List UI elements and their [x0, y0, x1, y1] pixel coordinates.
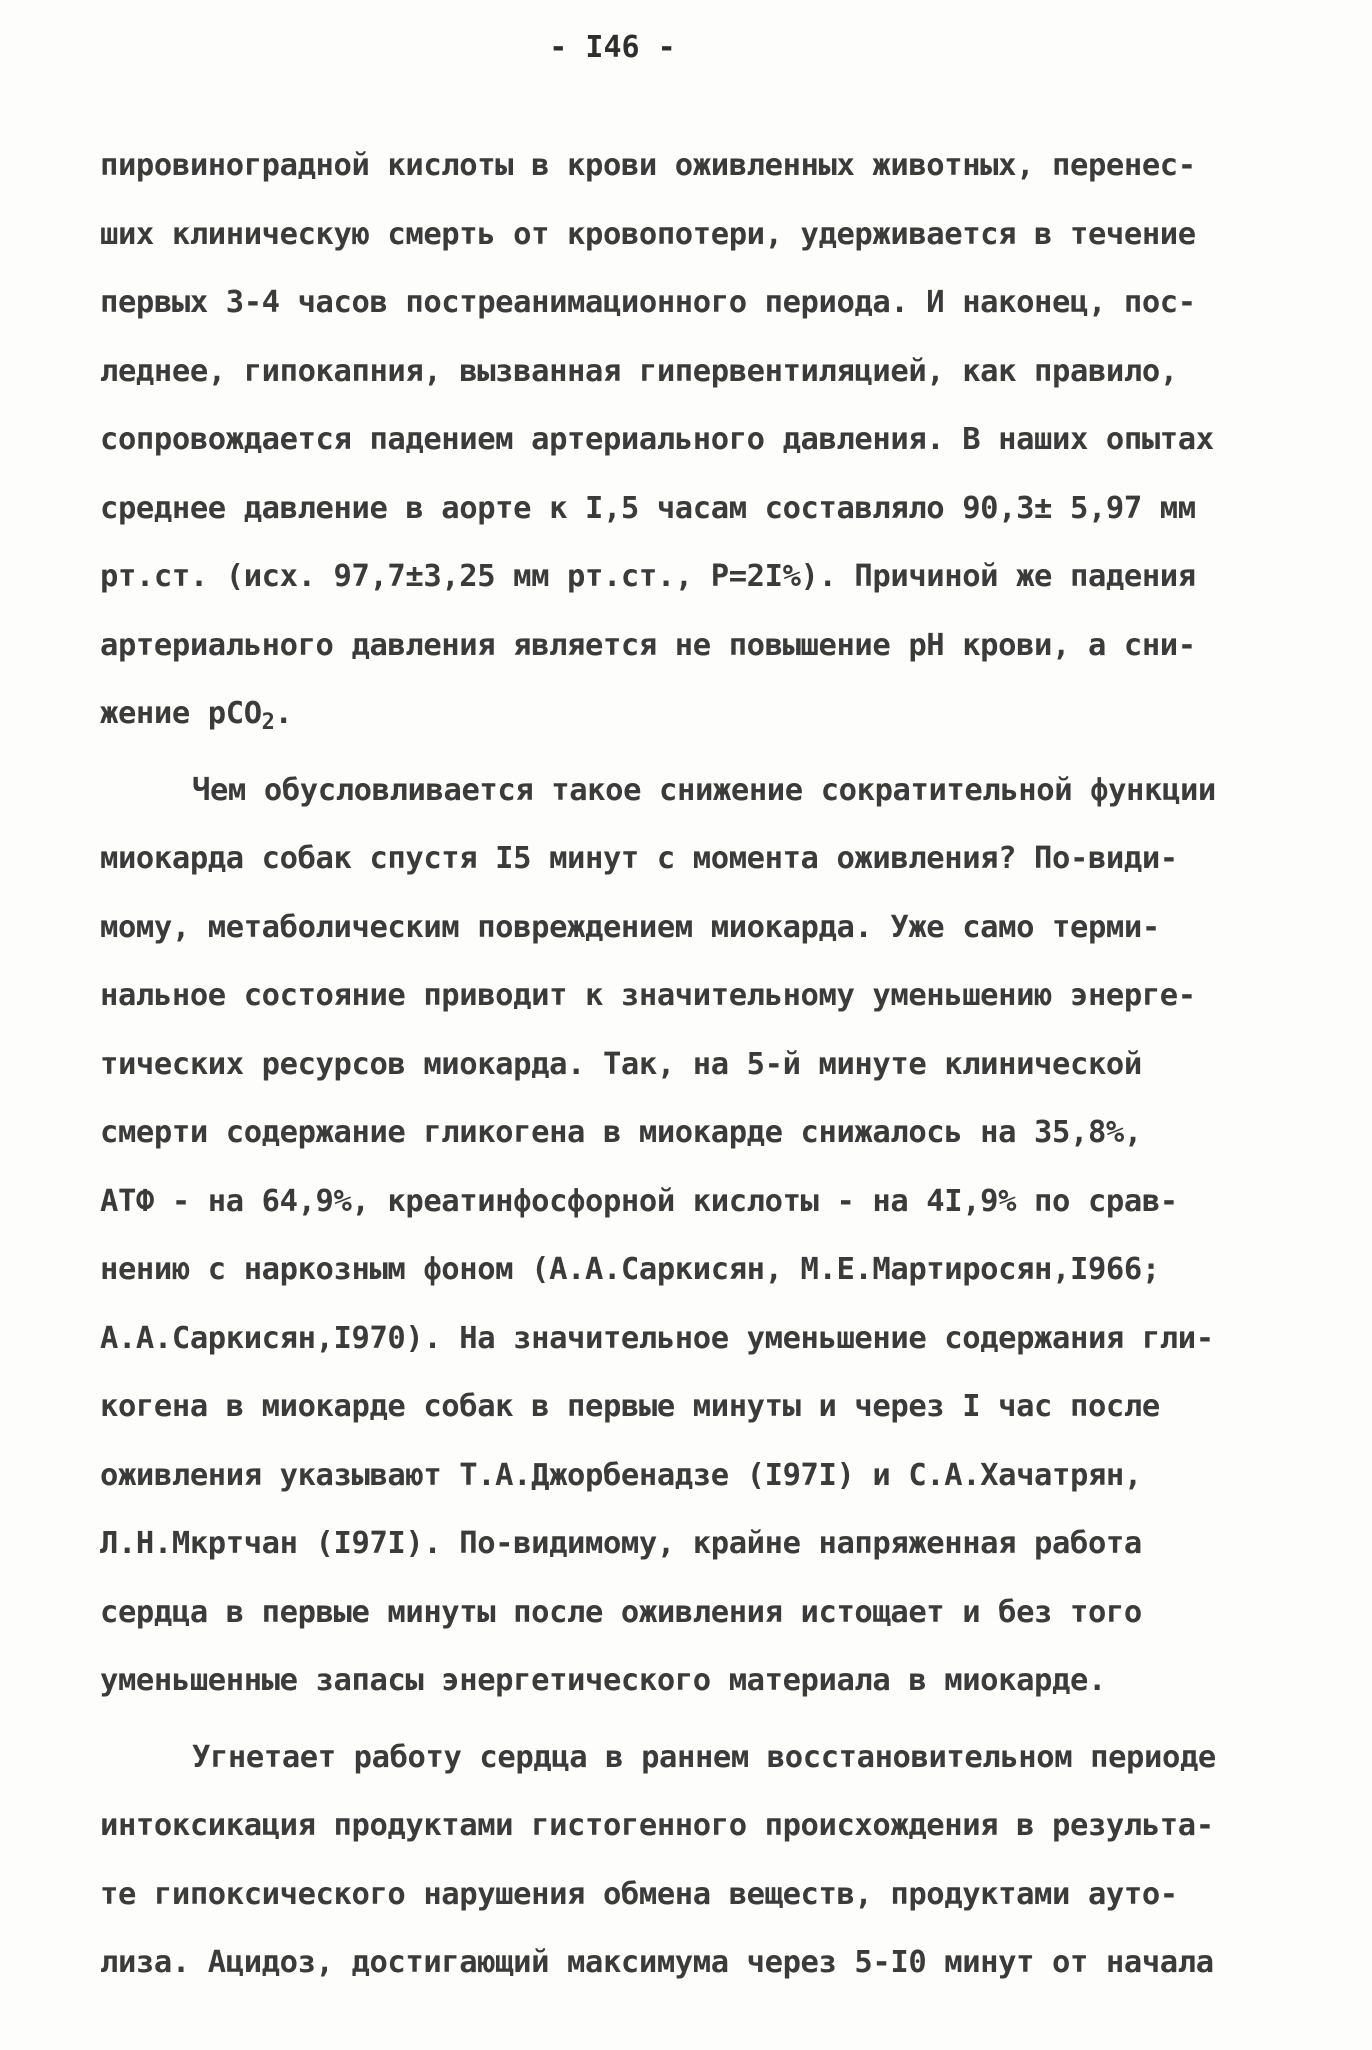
text-line: лиза. Ацидоз, достигающий максимума через 5-I0 минут от начала — [100, 1945, 1214, 1980]
text-line: тических ресурсов миокарда. Так, на 5-й минуте клинической — [100, 1046, 1142, 1082]
text-line: те гипоксического нарушения обмена веществ, продуктами ауто- — [100, 1876, 1178, 1912]
paragraph-3 — [100, 1730, 1280, 2004]
text-line: когена в миокарде собак в первые минуты и через I час после — [100, 1389, 1160, 1424]
text-line: Угнетает работу сердца в раннем восстановительном периоде — [192, 1739, 1216, 1775]
text-line: леднее, гипокапния, вызванная гипервентиляцией, как правило, — [100, 353, 1178, 389]
text-line: Л.Н.Мкртчан (I97I). По-видимому, крайне напряженная работа — [100, 1526, 1142, 1561]
text-line: среднее давление в аорте к I,5 часам составляло 90,3± 5,97 мм — [100, 490, 1196, 526]
text-line: первых 3-4 часов постреанимационного периода. И наконец, пос- — [100, 285, 1196, 320]
text-line: Чем обусловливается такое снижение сократительной функции — [192, 772, 1216, 808]
text-line: пировиноградной кислоты в крови оживленных животных, перенес- — [100, 148, 1196, 183]
text-line: артериального давления является не повышение pH крови, а сни- — [100, 627, 1196, 663]
text-line: АТФ - на 64,9%, креатинфосфорной кислоты - на 4I,9% по срав- — [100, 1183, 1178, 1219]
paragraph-1 — [100, 138, 1280, 755]
text-line: рт.ст. (исх. 97,7±3,25 мм рт.ст., P=2I%). Причиной же падения — [100, 559, 1196, 594]
text-line: мому, метаболическим повреждением миокарда. Уже само терми- — [100, 909, 1160, 945]
text-line: нению с наркозным фоном (А.А.Саркисян, М.Е.Мартиросян,I966; — [100, 1252, 1160, 1287]
text-line: оживления указывают Т.А.Джорбенадзе (I97I) и С.А.Хачатрян, — [100, 1457, 1142, 1493]
text-line: смерти содержание гликогена в миокарде снижалось на 35,8%, — [100, 1115, 1142, 1150]
text-line-last — [100, 686, 1280, 755]
text-line: ших клиническую смерть от кровопотери, удерживается в течение — [100, 216, 1196, 252]
paragraph-2 — [100, 763, 1280, 1722]
text-line: нальное состояние приводит к значительному уменьшению энерге- — [100, 978, 1196, 1013]
text-fragment: . — [274, 696, 293, 731]
body-text — [100, 138, 1280, 2004]
text-line: миокарда собак спустя I5 минут с момента оживления? По-види- — [100, 841, 1178, 876]
page-number: - I46 - — [549, 30, 676, 65]
text-line: А.А.Саркисян,I970). На значительное уменьшение содержания гли- — [100, 1320, 1214, 1356]
text-line: интоксикация продуктами гистогенного происхождения в результа- — [100, 1808, 1214, 1843]
text-line: сопровождается падением артериального давления. В наших опытах — [100, 422, 1214, 457]
text-fragment: жение pCO — [100, 696, 262, 731]
text-line: уменьшенные запасы энергетического материала в миокарде. — [100, 1663, 1106, 1698]
text-line: сердца в первые минуты после оживления истощает и без того — [100, 1594, 1142, 1630]
subscript: 2 — [261, 710, 275, 735]
